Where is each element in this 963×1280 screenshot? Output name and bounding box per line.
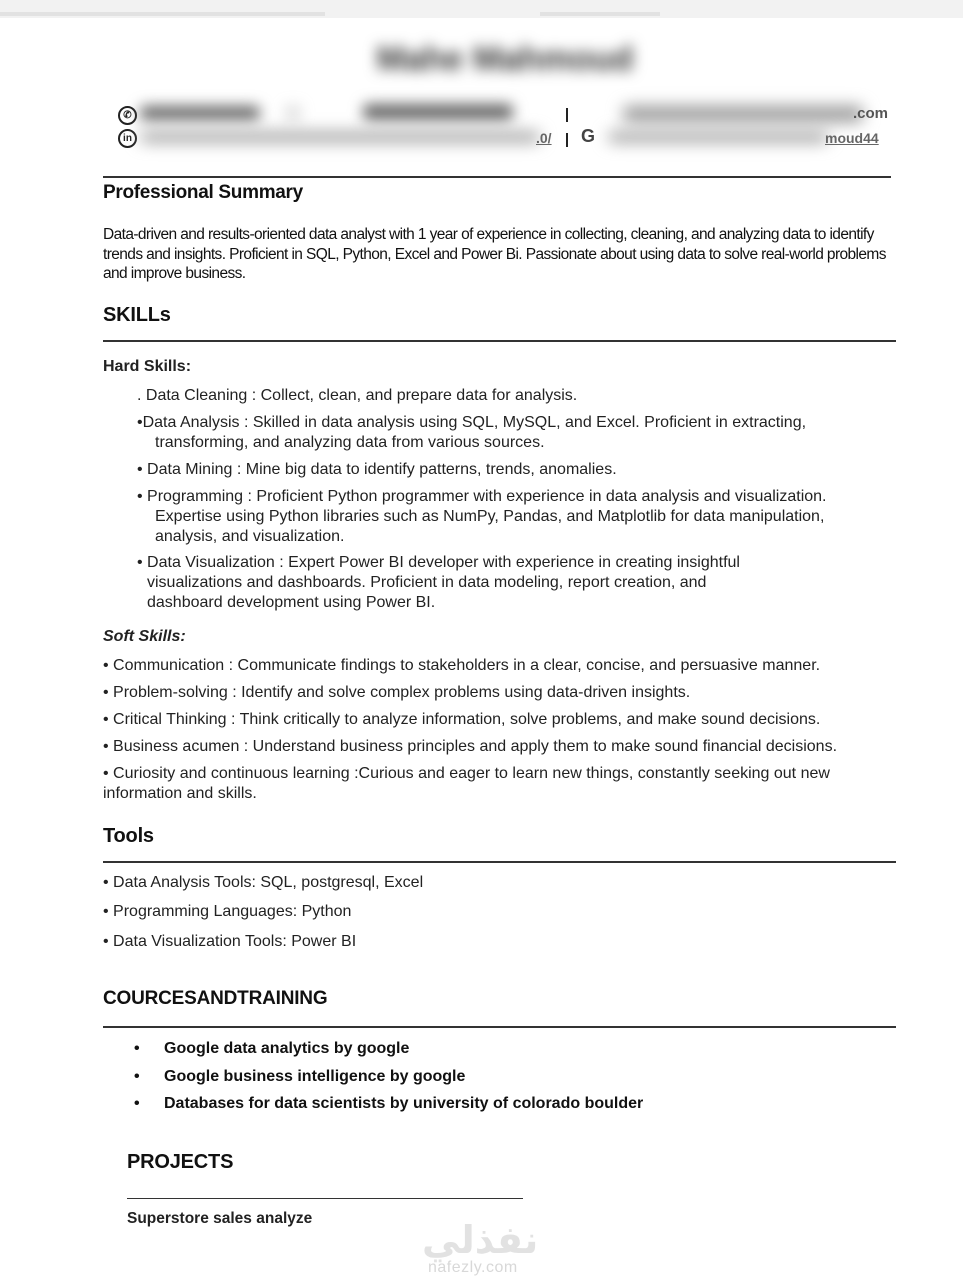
soft-skill-item: • Business acumen : Understand business principles and apply them to make sound financial decisions. [103, 738, 838, 755]
hard-skill-continued: transforming, and analyzing data from various sources. [155, 434, 545, 451]
linkedin-tail[interactable]: .0/ [536, 130, 552, 146]
soft-skills-heading: Soft Skills: [103, 628, 186, 645]
hard-skill-item [137, 487, 917, 547]
watermark-arabic: نفذلي [422, 1218, 539, 1262]
project-title: Superstore sales analyze [127, 1210, 313, 1227]
projects-heading: PROJECTS [127, 1151, 234, 1173]
separator [566, 133, 568, 147]
hard-skill-text: • Programming : Proficient Python programmer with experience in data analysis and visualization. [137, 488, 827, 505]
header-rule [103, 176, 891, 178]
linkedin-redacted[interactable] [140, 132, 540, 142]
github-tail[interactable]: moud44 [825, 130, 879, 146]
github-redacted[interactable] [608, 132, 828, 142]
bullet: • [134, 1040, 140, 1057]
skills-rule [103, 340, 896, 342]
top-strip [0, 0, 963, 18]
course-title: Google business intelligence by google [164, 1068, 466, 1085]
courses-rule [103, 1026, 896, 1028]
candidate-name: Mahe Mahmoud [376, 40, 634, 78]
phone-redacted [363, 104, 513, 120]
course-item [134, 1095, 643, 1113]
tools-rule [103, 861, 896, 863]
hard-skill-item [137, 413, 917, 453]
summary-heading: Professional Summary [103, 182, 303, 203]
strip-segment [540, 12, 660, 16]
separator [566, 108, 568, 122]
hard-skill-text: • Data Visualization : Expert Power BI developer with experience in creating insightful [137, 554, 740, 571]
course-title: Google data analytics by google [164, 1040, 410, 1057]
skills-heading: SKILLs [103, 304, 171, 326]
hard-skill-text: • Data Mining : Mine big data to identify patterns, trends, anomalies. [137, 461, 617, 478]
github-icon[interactable]: G [581, 126, 596, 146]
soft-skill-item: • Curiosity and continuous learning :Curious and eager to learn new things, constantly seeking out new information and skills. [103, 765, 830, 802]
soft-skill-item: • Communication : Communicate findings to stakeholders in a clear, concise, and persuasive manner. [103, 657, 821, 674]
soft-skill-item: • Critical Thinking : Think critically to analyze information, solve problems, and make sound decisions. [103, 711, 821, 728]
projects-rule [127, 1198, 523, 1199]
tool-item: • Programming Languages: Python [103, 903, 352, 920]
email-redacted [623, 106, 863, 122]
location-redacted [140, 106, 260, 120]
hard-skill-item [137, 553, 807, 613]
hard-skills-heading: Hard Skills: [103, 358, 192, 375]
tools-heading: Tools [103, 825, 154, 847]
hard-skill-text: . Data Cleaning : Collect, clean, and prepare data for analysis. [137, 387, 578, 404]
tool-item: • Data Analysis Tools: SQL, postgresql, Excel [103, 874, 424, 891]
hard-skill-continued: visualizations and dashboards. Proficient in data modeling, report creation, and dashboard development using Power BI. [147, 574, 707, 611]
course-item [134, 1068, 465, 1086]
bullet: • [134, 1068, 140, 1085]
bullet: • [134, 1095, 140, 1112]
hard-skill-item [137, 460, 917, 480]
summary-text: Data-driven and results-oriented data analyst with 1 year of experience in collecting, cleaning, and analyzing data to identify trends and insights. Proficient in SQL, Python, Excel and Power Bi. Passionate about using data to solve real-world problems and improve business. [103, 226, 886, 282]
courses-heading: COURCESANDTRAINING [103, 988, 328, 1009]
tool-item: • Data Visualization Tools: Power BI [103, 933, 357, 950]
course-item [134, 1040, 409, 1058]
hard-skill-item [137, 386, 917, 406]
phone-icon: ✆ [118, 106, 137, 125]
course-title: Databases for data scientists by university of colorado boulder [164, 1095, 644, 1112]
hard-skill-text: •Data Analysis : Skilled in data analysis using SQL, MySQL, and Excel. Proficient in extracting, [137, 414, 807, 431]
hard-skill-continued: Expertise using Python libraries such as NumPy, Pandas, and Matplotlib for data manipulation, analysis, and visualization. [155, 508, 825, 545]
linkedin-icon[interactable]: in [118, 129, 137, 148]
redacted-dot [288, 108, 298, 118]
strip-segment [0, 12, 325, 16]
contact-block [118, 104, 898, 152]
soft-skill-item: • Problem-solving : Identify and solve complex problems using data-driven insights. [103, 684, 691, 701]
watermark-latin: nafezly.com [428, 1259, 518, 1276]
email-tail[interactable]: .com [853, 105, 889, 122]
